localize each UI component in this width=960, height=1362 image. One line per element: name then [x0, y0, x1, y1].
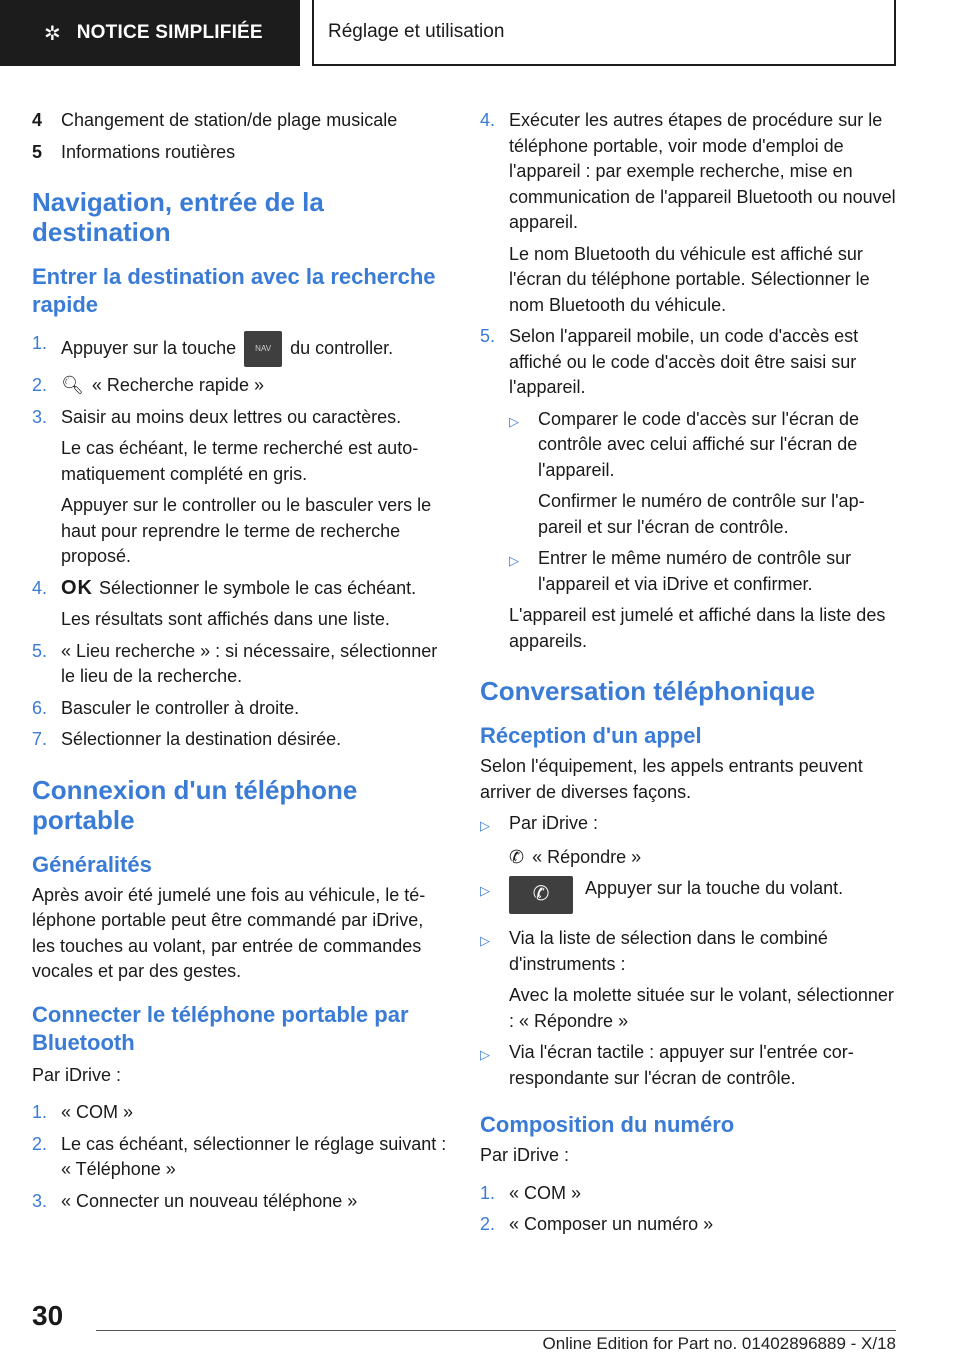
step: 1. Appuyer sur la touche NAV du controller. [32, 331, 448, 367]
step: 7. Sélectionner la destination désirée. [32, 729, 342, 749]
left-column [32, 108, 448, 1220]
heading-conversation: Conversation téléphonique [480, 676, 816, 706]
bullet: ▷ Par iDrive : [480, 811, 896, 839]
triangle-bullet-icon: ▷ [480, 933, 490, 948]
bluetooth-intro: Par iDrive : [32, 1064, 122, 1085]
heading-general: Généralités [32, 851, 152, 877]
general-paragraph: Après avoir été jumelé une fois au véhicule, le téléphone portable peut être commandé par iDrive, les touches au volant, par entrée de commandes vocales et par des gestes. [32, 884, 426, 981]
bullet: ▷ ✆ Appuyer sur la touche du volant. [480, 876, 896, 914]
step: 4. Exécuter les autres étapes de procédure sur le téléphone portable, voir mode d'emploi de l'appareil : par exemple recherche, mise en communication de l'appareil Bluetooth ou nouvel appareil. [480, 110, 896, 232]
step-note: Le cas échéant, le terme recherché est automatiquement complété en gris. [61, 438, 419, 484]
step-note: Appuyer sur le controller ou le basculer vers le haut pour reprendre le terme de recherche proposé. [61, 495, 432, 566]
step-note: Les résultats sont affichés dans une liste. [61, 609, 390, 629]
triangle-bullet-icon: ▷ [509, 553, 519, 568]
step: 5. « Lieu recherche » : si nécessaire, sélectionner le lieu de la recherche. [32, 640, 438, 686]
list-item: 5 Informations routières [32, 141, 236, 162]
page-number: 30 [32, 1300, 64, 1331]
bullet: ▷ Comparer le code d'accès sur l'écran de contrôle avec celui affiché sur l'écran de l'appareil. [509, 407, 896, 484]
search-icon: 🔍︎ [61, 375, 84, 395]
reception-paragraph: Selon l'équipement, les appels entrants peuvent arriver de diverses façons. [480, 756, 863, 802]
phone-answer-icon: ✆ [509, 846, 525, 867]
heading-reception: Réception d'un appel [480, 723, 702, 748]
step: 2. « Composer un numéro » [480, 1214, 714, 1234]
step: 1. « COM » [480, 1182, 582, 1203]
step: 6. Basculer le controller à droite. [32, 697, 300, 718]
triangle-bullet-icon: ▷ [509, 413, 519, 429]
bullet: ▷ Via la liste de sélection dans le combiné d'instruments : [480, 926, 896, 977]
triangle-bullet-icon: ▷ [480, 818, 490, 833]
footer-divider [96, 1330, 896, 1331]
bullet-note: ✆ « Répondre » [509, 846, 642, 867]
step: 3. Saisir au moins deux lettres ou caractères. [32, 406, 402, 427]
heading-bluetooth: Connecter le téléphone portable par Bluetooth [32, 1001, 409, 1055]
triangle-bullet-icon: ▷ [480, 883, 490, 898]
footer-edition: Online Edition for Part no. 01402896889 - X/18 [542, 1334, 896, 1353]
bullet-note: Confirmer le numéro de contrôle sur l'appareil et sur l'écran de contrôle. [538, 491, 865, 537]
quick-guide-icon: ✲ [44, 22, 61, 45]
right-column [480, 108, 896, 1244]
section-label: NOTICE SIMPLIFIÉE [76, 22, 263, 43]
step: 2. 🔍︎ « Recherche rapide » [32, 375, 264, 395]
step: 5. Selon l'appareil mobile, un code d'accès est affiché ou le code d'accès doit être saisi sur l'appareil. [480, 326, 859, 397]
heading-quick-search: Entrer la destination avec la recherche rapide [32, 264, 436, 317]
step-note: Le nom Bluetooth du véhicule est affiché sur l'écran du téléphone portable. Sélectionner le nom Bluetooth du véhicule. [509, 243, 870, 315]
chapter-tab [312, 0, 896, 66]
chapter-label: Réglage et utilisation [328, 21, 505, 42]
heading-navigation: Navigation, entrée de la destination [32, 187, 324, 247]
section-tab [0, 0, 300, 66]
ok-icon: OK [61, 576, 93, 599]
bullet: ▷ Entrer le même numéro de contrôle sur l'appareil et via iDrive et confirmer. [509, 546, 896, 597]
bullet-note: Avec la molette située sur le volant, sélectionner : « Répondre » [509, 985, 894, 1031]
heading-connection: Connexion d'un téléphone portable [32, 774, 358, 835]
step-note: L'appareil est jumelé et affiché dans la liste des appareils. [509, 605, 886, 651]
nav-button-icon: NAV [244, 331, 282, 367]
step: 3. « Connecter un nouveau téléphone » [32, 1190, 358, 1211]
step: 2. Le cas échéant, sélectionner le réglage suivant : « Téléphone » [32, 1133, 447, 1179]
triangle-bullet-icon: ▷ [480, 1047, 490, 1062]
steering-phone-button-icon: ✆ [509, 876, 573, 914]
bullet: ▷ Via l'écran tactile : appuyer sur l'entrée correspondante sur l'écran de contrôle. [480, 1040, 896, 1091]
heading-dialing: Composition du numéro [480, 1112, 735, 1137]
dialing-intro: Par iDrive : [480, 1145, 570, 1165]
step: 4. OK Sélectionner le symbole le cas échéant. [32, 576, 417, 599]
step: 1. « COM » [32, 1102, 134, 1122]
list-item: 4 Changement de station/de plage musicale [32, 110, 398, 130]
